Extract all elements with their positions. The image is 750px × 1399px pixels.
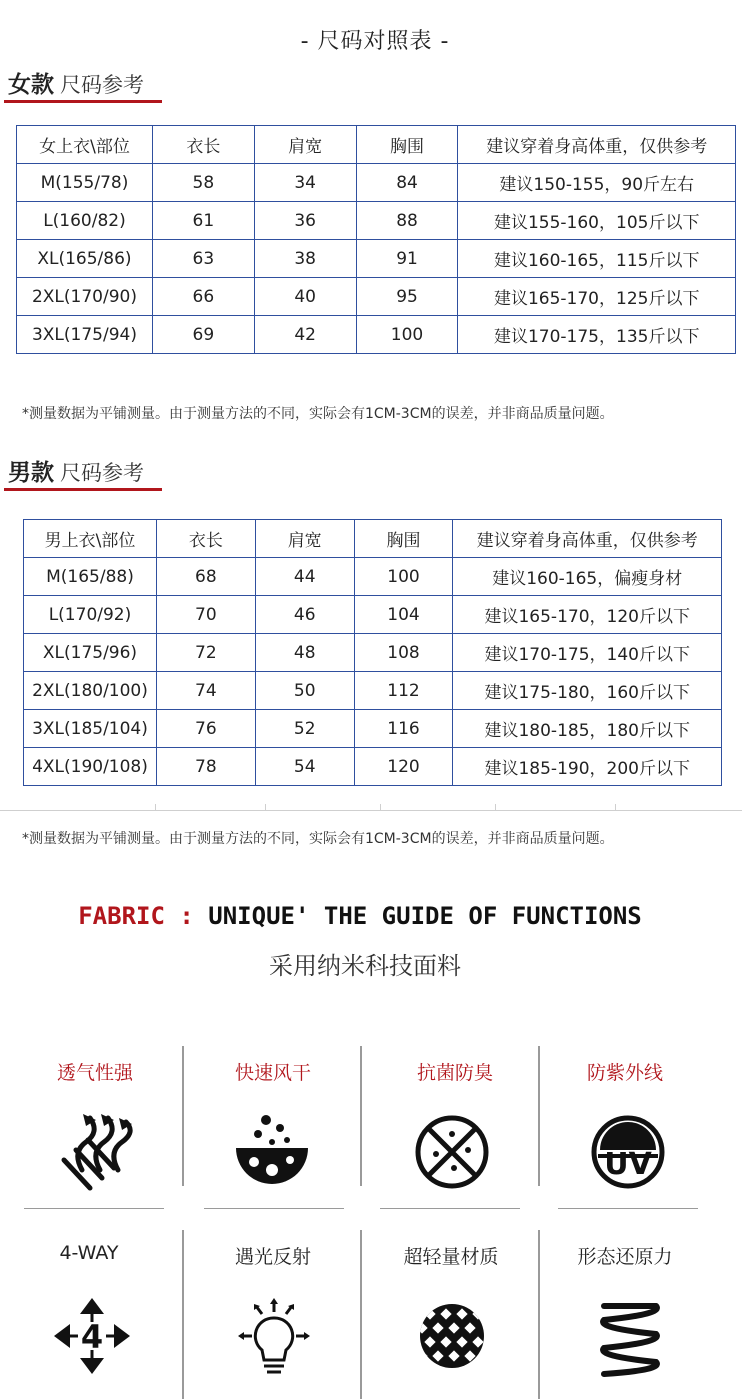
table-header-cell: 胸围 — [356, 126, 458, 164]
table-cell: 68 — [156, 558, 255, 596]
table-cell: 116 — [354, 710, 453, 748]
men-heading-sub: 尺码参考 — [60, 461, 144, 485]
table-cell: 36 — [254, 202, 356, 240]
women-size-table — [16, 125, 736, 354]
table-header-cell: 肩宽 — [255, 520, 354, 558]
table-cell: 84 — [356, 164, 458, 202]
quick-dry-bowl-icon — [232, 1112, 312, 1192]
table-cell: 42 — [254, 316, 356, 354]
table-cell: 48 — [255, 634, 354, 672]
table-cell: 52 — [255, 710, 354, 748]
table-header-cell: 建议穿着身高体重，仅供参考 — [453, 520, 722, 558]
fabric-heading — [0, 902, 720, 930]
table-cell: 95 — [356, 278, 458, 316]
table-cell: 74 — [156, 672, 255, 710]
grid-divider — [380, 1208, 520, 1209]
grid-divider — [558, 1208, 698, 1209]
table-row — [17, 278, 736, 316]
table-row — [17, 316, 736, 354]
table-cell: 3XL(175/94) — [17, 316, 153, 354]
table-header-cell: 胸围 — [354, 520, 453, 558]
table-cell: 78 — [156, 748, 255, 786]
divider-tick — [155, 804, 156, 810]
women-heading-underline — [4, 100, 162, 103]
table-row — [17, 240, 736, 278]
table-row — [24, 710, 722, 748]
table-cell: L(160/82) — [17, 202, 153, 240]
four-way-stretch-icon — [52, 1296, 132, 1376]
table-row — [24, 596, 722, 634]
fabric-heading-tagline: UNIQUE' THE GUIDE OF FUNCTIONS — [208, 902, 642, 930]
feature-label-quick-dry: 快速风干 — [234, 1062, 311, 1084]
table-header-row — [24, 520, 722, 558]
table-cell: 2XL(180/100) — [24, 672, 157, 710]
men-measure-note: *测量数据为平铺测量。由于测量方法的不同，实际会有1CM-3CM的误差，并非商品质量问题。 — [22, 831, 614, 847]
table-cell: 建议155-160，105斤以下 — [458, 202, 736, 240]
svg-text:UV: UV — [604, 1147, 652, 1182]
lightweight-mesh-icon — [412, 1296, 492, 1376]
divider-tick — [615, 804, 616, 810]
section-divider — [0, 810, 742, 811]
men-heading-main: 男款 — [8, 460, 54, 486]
table-cell: 建议180-185，180斤以下 — [453, 710, 722, 748]
table-cell: 建议175-180，160斤以下 — [453, 672, 722, 710]
women-section-heading — [8, 66, 144, 99]
table-row — [24, 672, 722, 710]
uv-protection-icon — [588, 1112, 668, 1192]
table-cell: 70 — [156, 596, 255, 634]
table-cell: 建议160-165，偏瘦身材 — [453, 558, 722, 596]
women-measure-note: *测量数据为平铺测量。由于测量方法的不同，实际会有1CM-3CM的误差，并非商品质量问题。 — [22, 406, 614, 422]
table-cell: M(155/78) — [17, 164, 153, 202]
table-cell: 建议170-175，140斤以下 — [453, 634, 722, 672]
table-row — [17, 202, 736, 240]
grid-divider — [204, 1208, 344, 1209]
table-cell: 91 — [356, 240, 458, 278]
table-cell: 112 — [354, 672, 453, 710]
table-header-row — [17, 126, 736, 164]
table-cell: 40 — [254, 278, 356, 316]
grid-divider — [360, 1230, 362, 1399]
table-cell: L(170/92) — [24, 596, 157, 634]
table-row — [24, 558, 722, 596]
spring-recovery-icon — [590, 1300, 670, 1380]
table-cell: 76 — [156, 710, 255, 748]
table-cell: 54 — [255, 748, 354, 786]
table-cell: 建议150-155，90斤左右 — [458, 164, 736, 202]
grid-divider — [182, 1230, 184, 1399]
table-header-cell: 衣长 — [156, 520, 255, 558]
fabric-heading-label: FABRIC : — [78, 902, 194, 930]
divider-tick — [265, 804, 266, 810]
breathable-arrows-icon — [56, 1112, 136, 1192]
table-cell: 69 — [152, 316, 254, 354]
table-cell: XL(165/86) — [17, 240, 153, 278]
table-cell: 72 — [156, 634, 255, 672]
table-cell: 2XL(170/90) — [17, 278, 153, 316]
women-heading-sub: 尺码参考 — [60, 73, 144, 97]
table-cell: 建议170-175，135斤以下 — [458, 316, 736, 354]
table-cell: 88 — [356, 202, 458, 240]
table-row — [24, 634, 722, 672]
fabric-subtitle: 采用纳米科技面料 — [269, 952, 461, 980]
light-reflect-bulb-icon — [234, 1296, 314, 1376]
grid-divider — [360, 1046, 362, 1186]
feature-label-breathable: 透气性强 — [56, 1062, 133, 1084]
divider-tick — [495, 804, 496, 810]
table-cell: 61 — [152, 202, 254, 240]
feature-label-recovery: 形态还原力 — [577, 1246, 673, 1268]
table-cell: 100 — [354, 558, 453, 596]
table-cell: 建议165-170，125斤以下 — [458, 278, 736, 316]
table-cell: 104 — [354, 596, 453, 634]
table-cell: 建议165-170，120斤以下 — [453, 596, 722, 634]
men-size-table — [23, 519, 722, 786]
table-cell: 58 — [152, 164, 254, 202]
feature-label-uv: 防紫外线 — [586, 1062, 663, 1084]
grid-divider — [24, 1208, 164, 1209]
table-cell: 4XL(190/108) — [24, 748, 157, 786]
feature-label-reflect: 遇光反射 — [234, 1246, 311, 1268]
antibacterial-icon — [412, 1112, 492, 1192]
table-cell: 108 — [354, 634, 453, 672]
table-row — [17, 164, 736, 202]
table-header-cell: 男上衣\部位 — [24, 520, 157, 558]
table-cell: 66 — [152, 278, 254, 316]
table-cell: 63 — [152, 240, 254, 278]
svg-text:4: 4 — [80, 1318, 104, 1356]
table-header-cell: 建议穿着身高体重，仅供参考 — [458, 126, 736, 164]
page-title: - 尺码对照表 - — [300, 29, 450, 54]
table-cell: M(165/88) — [24, 558, 157, 596]
table-cell: 34 — [254, 164, 356, 202]
table-cell: 100 — [356, 316, 458, 354]
divider-tick — [380, 804, 381, 810]
table-cell: 44 — [255, 558, 354, 596]
table-cell: 建议185-190，200斤以下 — [453, 748, 722, 786]
feature-label-lightweight: 超轻量材质 — [403, 1246, 499, 1268]
table-header-cell: 女上衣\部位 — [17, 126, 153, 164]
men-section-heading — [8, 454, 144, 487]
table-cell: 46 — [255, 596, 354, 634]
table-row — [24, 748, 722, 786]
table-header-cell: 衣长 — [152, 126, 254, 164]
grid-divider — [182, 1046, 184, 1186]
women-heading-main: 女款 — [8, 72, 54, 98]
table-cell: 3XL(185/104) — [24, 710, 157, 748]
table-cell: 120 — [354, 748, 453, 786]
feature-label-four-way: 4-WAY — [59, 1242, 119, 1264]
table-header-cell: 肩宽 — [254, 126, 356, 164]
table-cell: XL(175/96) — [24, 634, 157, 672]
table-cell: 38 — [254, 240, 356, 278]
men-heading-underline — [4, 488, 162, 491]
table-cell: 50 — [255, 672, 354, 710]
table-cell: 建议160-165，115斤以下 — [458, 240, 736, 278]
feature-label-antibacterial: 抗菌防臭 — [416, 1062, 493, 1084]
